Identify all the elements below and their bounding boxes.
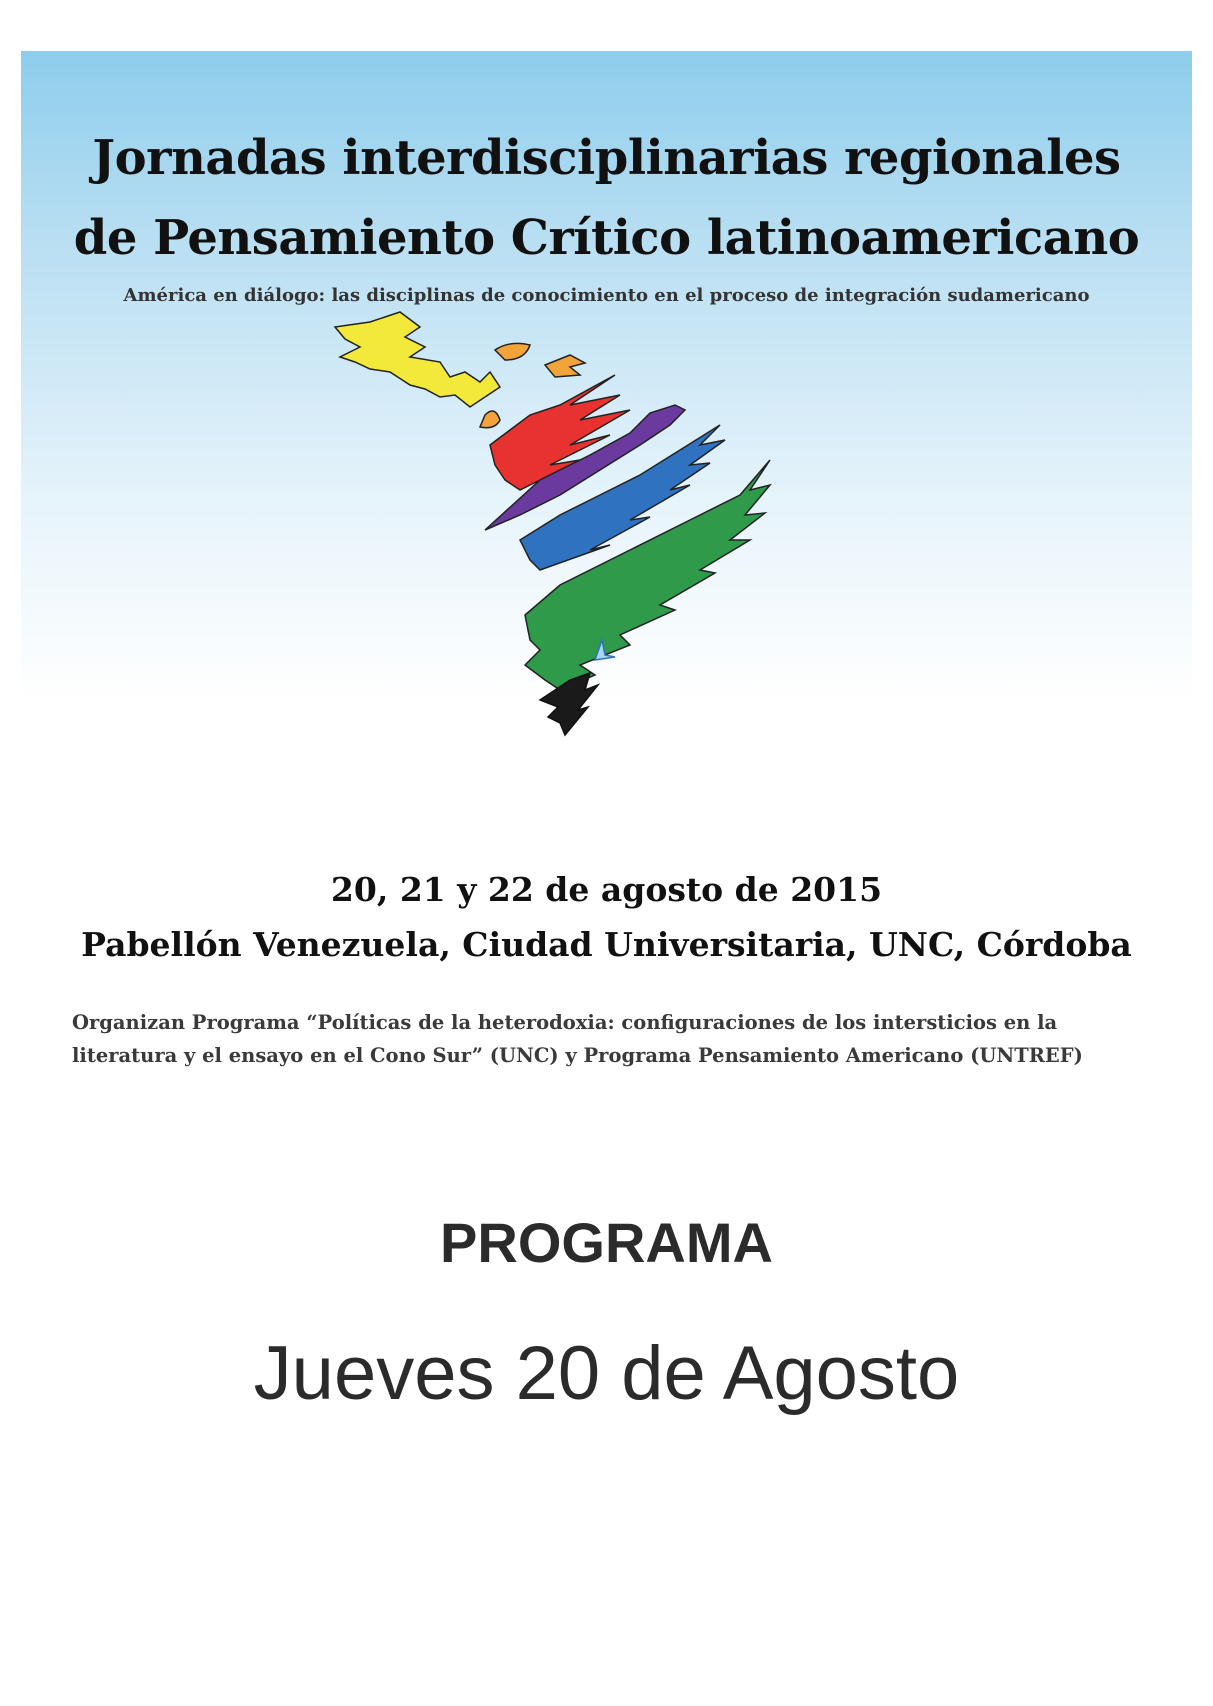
map-region-orange-2 bbox=[545, 355, 585, 377]
program-day-heading: Jueves 20 de Agosto bbox=[253, 1331, 960, 1416]
event-venue: Pabellón Venezuela, Ciudad Universitaria, UNC, Córdoba bbox=[81, 925, 1132, 964]
map-region-orange-3 bbox=[480, 411, 500, 428]
latin-america-map-icon bbox=[330, 305, 850, 805]
title-line-2: de Pensamiento Crítico latinoamericano bbox=[73, 210, 1140, 266]
program-heading: PROGRAMA bbox=[440, 1211, 773, 1274]
organizers-line-1: Organizan Programa “Políticas de la heterodoxia: configuraciones de los intersticios en la bbox=[72, 1011, 1058, 1034]
event-dates: 20, 21 y 22 de agosto de 2015 bbox=[330, 870, 883, 909]
organizers-line-2: literatura y el ensayo en el Cono Sur” (UNC) y Programa Pensamiento Americano (UNTREF) bbox=[72, 1044, 1083, 1067]
subtitle: América en diálogo: las disciplinas de conocimiento en el proceso de integración sudamericano bbox=[123, 285, 1090, 306]
organizers-text bbox=[72, 1006, 1172, 1072]
map-region-orange-1 bbox=[495, 343, 530, 360]
title-line-1: Jornadas interdisciplinarias regionales bbox=[92, 130, 1121, 186]
map-region-yellow bbox=[335, 312, 500, 407]
